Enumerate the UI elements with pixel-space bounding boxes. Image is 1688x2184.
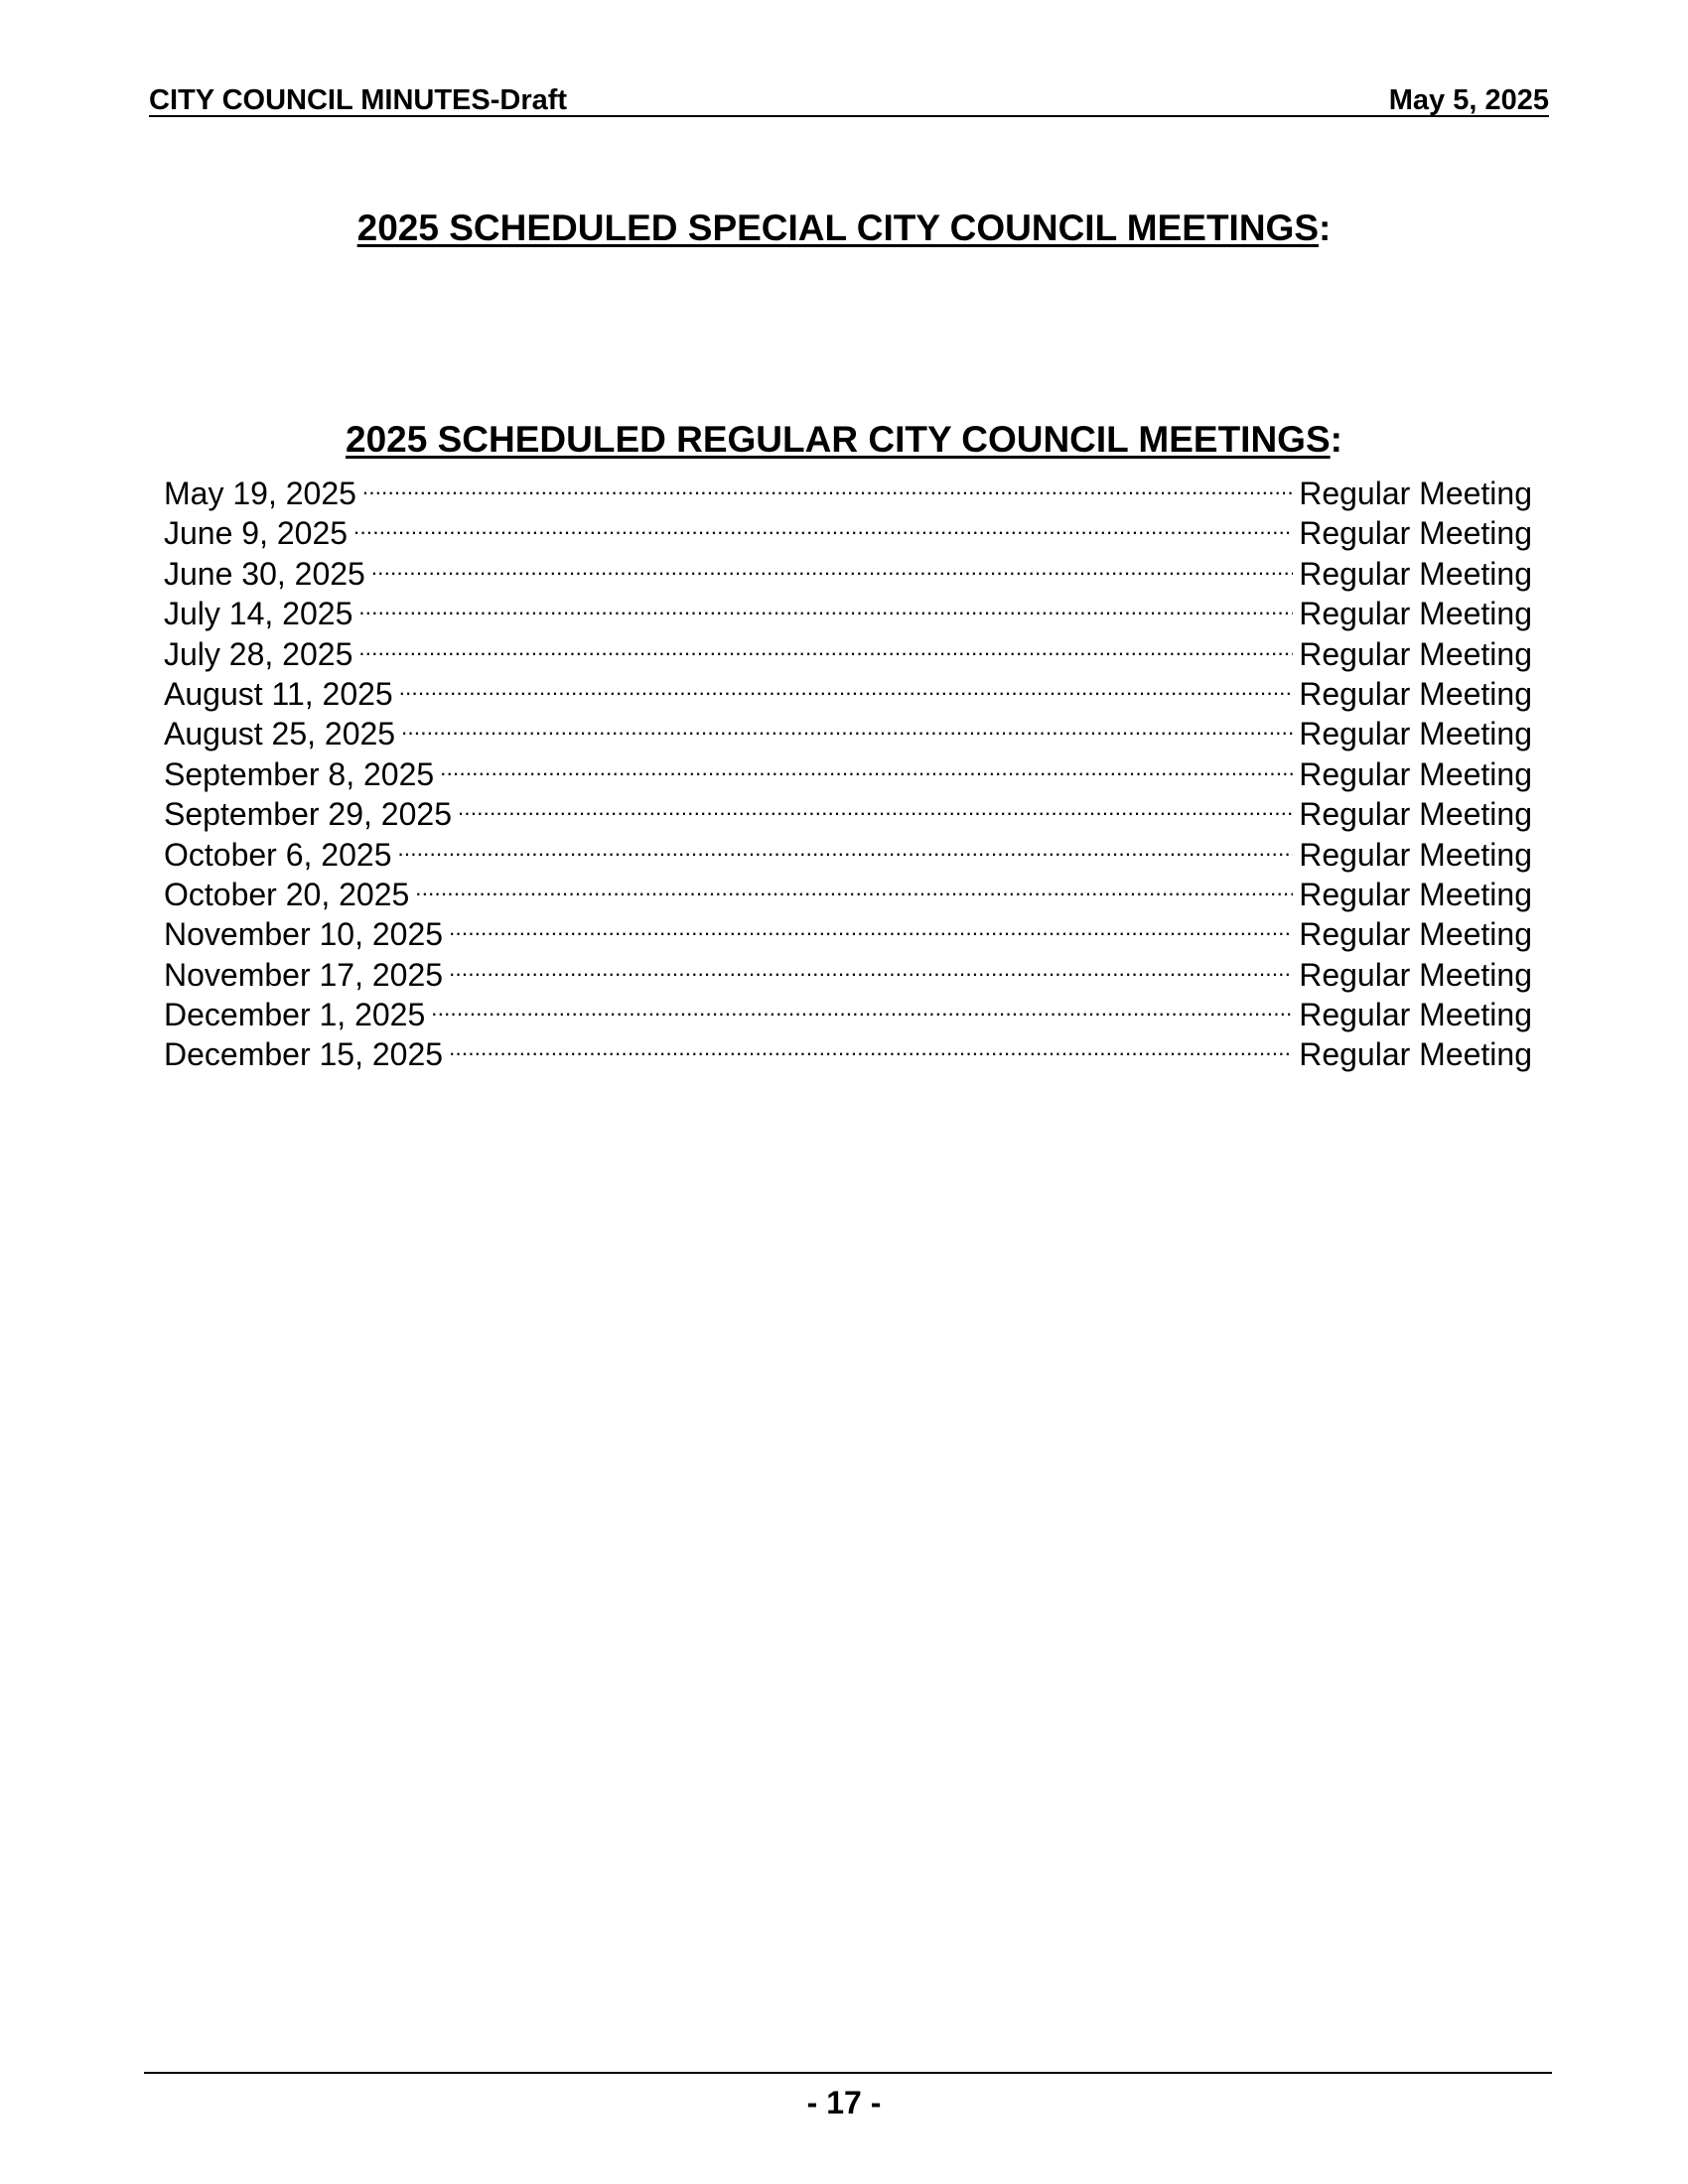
regular-meetings-list <box>164 465 1532 1073</box>
regular-meetings-heading <box>0 418 1688 462</box>
dot-leader <box>440 746 1293 785</box>
meeting-type: Regular Meeting <box>1299 836 1532 873</box>
dot-leader <box>401 705 1293 745</box>
meeting-date: September 8, 2025 <box>164 755 435 792</box>
meeting-type: Regular Meeting <box>1299 916 1532 953</box>
document-date: May 5, 2025 <box>1388 84 1549 116</box>
meeting-type: Regular Meeting <box>1299 796 1532 833</box>
dot-leader <box>449 905 1293 945</box>
meeting-date: December 1, 2025 <box>164 997 426 1033</box>
meeting-date: December 15, 2025 <box>164 1036 444 1073</box>
dot-leader <box>399 665 1294 705</box>
meeting-type: Regular Meeting <box>1299 675 1532 712</box>
document-title: CITY COUNCIL MINUTES-Draft <box>149 84 568 116</box>
meeting-date: July 14, 2025 <box>164 596 353 632</box>
dot-leader <box>431 986 1293 1025</box>
footer-divider <box>144 2072 1552 2074</box>
meeting-date: July 28, 2025 <box>164 635 353 672</box>
meeting-type: Regular Meeting <box>1299 1036 1532 1073</box>
special-meetings-heading <box>0 206 1688 250</box>
meeting-type: Regular Meeting <box>1299 716 1532 752</box>
regular-meetings-heading-colon: : <box>1330 419 1342 460</box>
dot-leader <box>449 946 1293 986</box>
regular-meetings-heading-text: 2025 SCHEDULED REGULAR CITY COUNCIL MEETINGS <box>346 419 1331 460</box>
special-meetings-heading-colon: : <box>1319 207 1332 248</box>
meeting-row <box>164 465 1532 511</box>
meeting-type: Regular Meeting <box>1299 997 1532 1033</box>
dot-leader <box>458 785 1293 825</box>
meeting-type: Regular Meeting <box>1299 876 1532 912</box>
page-header <box>149 79 1549 117</box>
meeting-date: September 29, 2025 <box>164 796 452 833</box>
meeting-date: November 10, 2025 <box>164 916 444 953</box>
meeting-type: Regular Meeting <box>1299 956 1532 993</box>
dot-leader <box>362 465 1293 504</box>
meeting-type: Regular Meeting <box>1299 515 1532 552</box>
page-number: - 17 - <box>806 2085 882 2120</box>
dot-leader <box>397 826 1293 866</box>
meeting-date: October 6, 2025 <box>164 836 392 873</box>
meeting-date: October 20, 2025 <box>164 876 410 912</box>
dot-leader <box>358 625 1293 665</box>
meeting-date: June 9, 2025 <box>164 515 349 552</box>
meeting-type: Regular Meeting <box>1299 596 1532 632</box>
dot-leader <box>353 504 1293 544</box>
meeting-type: Regular Meeting <box>1299 635 1532 672</box>
meeting-date: May 19, 2025 <box>164 476 356 511</box>
meeting-type: Regular Meeting <box>1299 476 1532 511</box>
meeting-date: August 25, 2025 <box>164 716 396 752</box>
meeting-type: Regular Meeting <box>1299 755 1532 792</box>
dot-leader <box>449 1025 1293 1065</box>
dot-leader <box>358 585 1293 624</box>
meeting-date: August 11, 2025 <box>164 675 393 712</box>
dot-leader <box>415 866 1293 905</box>
meeting-type: Regular Meeting <box>1299 555 1532 592</box>
meeting-date: November 17, 2025 <box>164 956 444 993</box>
special-meetings-heading-text: 2025 SCHEDULED SPECIAL CITY COUNCIL MEETINGS <box>356 207 1320 248</box>
meeting-date: June 30, 2025 <box>164 555 365 592</box>
dot-leader <box>371 545 1293 585</box>
